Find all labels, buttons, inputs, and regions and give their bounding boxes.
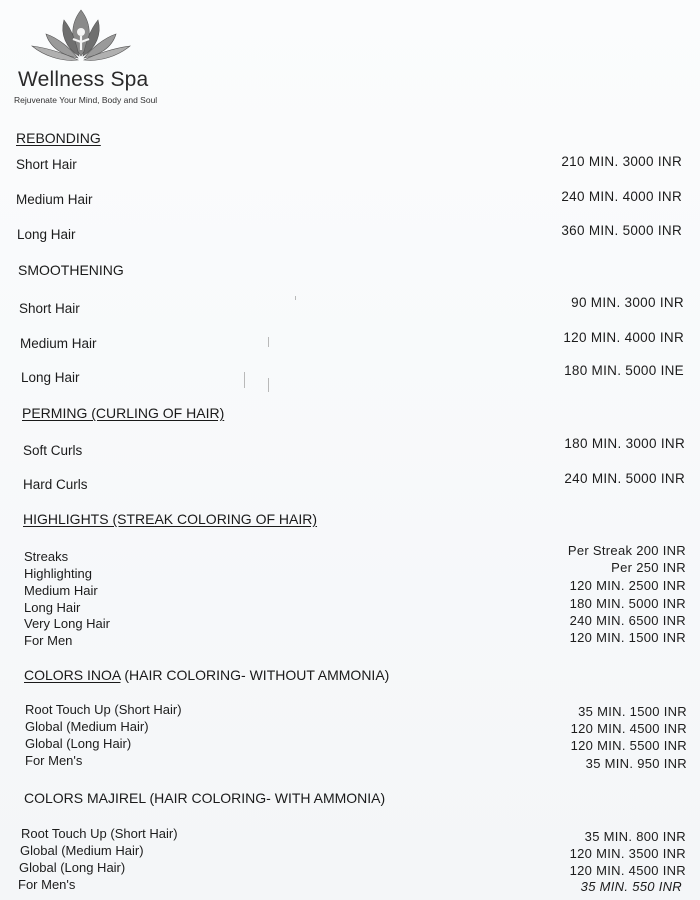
service-price: 90 MIN. 3000 INR xyxy=(571,295,684,310)
section-title-smoothening: SMOOTHENING xyxy=(18,262,124,278)
service-name: For Men xyxy=(24,633,73,648)
section-title-colors-majirel: COLORS MAJIREL (HAIR COLORING- WITH AMMONIA) xyxy=(24,790,386,806)
service-price: 35 MIN. 550 INR xyxy=(580,879,682,894)
scan-mark xyxy=(268,378,269,392)
service-price: 120 MIN. 5500 INR xyxy=(570,738,687,753)
service-price: 35 MIN. 950 INR xyxy=(585,756,687,771)
service-name: Long Hair xyxy=(21,370,80,385)
service-price: 180 MIN. 5000 INR xyxy=(569,596,686,611)
section-title-colors-inoa xyxy=(24,667,389,683)
service-name: Very Long Hair xyxy=(24,616,110,631)
service-price: 35 MIN. 1500 INR xyxy=(578,704,687,719)
lotus-icon xyxy=(26,6,136,68)
section-title-underlined: COLORS INOA xyxy=(24,667,121,683)
section-title-perming: PERMING (CURLING OF HAIR) xyxy=(22,405,225,421)
service-name: Short Hair xyxy=(19,301,80,316)
service-name: For Men's xyxy=(18,877,76,892)
service-price: Per 250 INR xyxy=(611,560,686,575)
service-price: 240 MIN. 6500 INR xyxy=(569,613,686,628)
service-price: 120 MIN. 4500 INR xyxy=(570,721,687,736)
service-price: 240 MIN. 4000 INR xyxy=(561,189,682,204)
service-price: 240 MIN. 5000 INR xyxy=(564,471,685,486)
service-name: Root Touch Up (Short Hair) xyxy=(21,826,178,841)
service-name: Global (Long Hair) xyxy=(25,736,132,751)
service-price: 210 MIN. 3000 INR xyxy=(561,154,682,169)
service-price: Per Streak 200 INR xyxy=(567,543,686,558)
service-name: For Men's xyxy=(25,753,83,768)
scan-mark xyxy=(295,296,296,300)
service-price: 360 MIN. 5000 INR xyxy=(561,223,682,238)
service-name: Medium Hair xyxy=(20,336,97,351)
service-name: Short Hair xyxy=(16,157,77,172)
service-name: Medium Hair xyxy=(24,583,98,598)
service-name: Soft Curls xyxy=(23,443,83,458)
service-price: 35 MIN. 800 INR xyxy=(584,829,686,844)
service-price: 120 MIN. 4500 INR xyxy=(569,863,686,878)
service-name: Root Touch Up (Short Hair) xyxy=(25,702,182,717)
service-name: Highlighting xyxy=(24,566,92,581)
service-name: Global (Medium Hair) xyxy=(25,719,149,734)
service-name: Streaks xyxy=(24,549,69,564)
section-title-rest: (HAIR COLORING- WITHOUT AMMONIA) xyxy=(124,667,390,683)
brand-tagline: Rejuvenate Your Mind, Body and Soul xyxy=(14,95,158,105)
service-price: 120 MIN. 1500 INR xyxy=(569,630,686,645)
service-price: 120 MIN. 3500 INR xyxy=(569,846,686,861)
service-price: 180 MIN. 3000 INR xyxy=(564,436,685,451)
service-name: Hard Curls xyxy=(23,477,88,492)
section-title-highlights: HIGHLIGHTS (STREAK COLORING OF HAIR) xyxy=(23,511,318,527)
service-price: 120 MIN. 4000 INR xyxy=(563,330,684,345)
brand-name: Wellness Spa xyxy=(18,68,149,91)
service-name: Global (Long Hair) xyxy=(19,860,126,875)
section-title-rebonding: REBONDING xyxy=(16,130,101,146)
service-name: Global (Medium Hair) xyxy=(20,843,144,858)
service-name: Long Hair xyxy=(17,227,76,242)
service-price: 180 MIN. 5000 INE xyxy=(564,363,684,378)
scan-mark xyxy=(268,337,269,347)
service-name: Medium Hair xyxy=(16,192,93,207)
service-price: 120 MIN. 2500 INR xyxy=(569,578,686,593)
scan-mark xyxy=(244,372,245,388)
service-name: Long Hair xyxy=(24,600,81,615)
